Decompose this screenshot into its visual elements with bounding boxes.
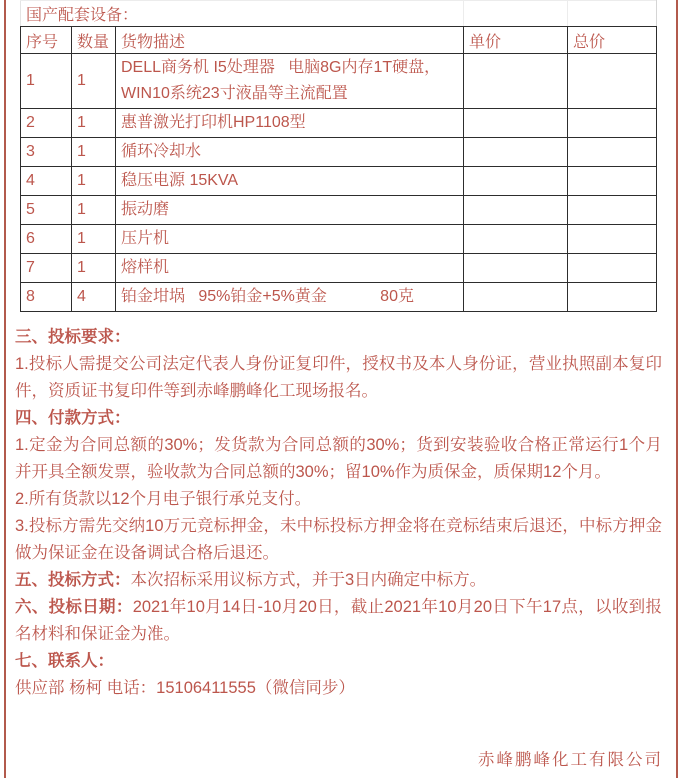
- table-row: [21, 196, 657, 225]
- column-header-total-price: 总价: [568, 27, 657, 54]
- cell-qty: 1: [72, 109, 116, 138]
- cell-unit-price: [464, 196, 568, 225]
- table-row: [21, 54, 657, 109]
- table-caption: 国产配套设备：: [21, 1, 464, 27]
- cell-description: DELL商务机 I5处理器 电脑8G内存1T硬盘，WIN10系统23寸液晶等主流配置: [116, 54, 464, 109]
- paragraph: [15, 351, 662, 405]
- caption-empty-unit-price: [464, 1, 568, 27]
- column-header-unit-price: 单价: [464, 27, 568, 54]
- paragraph: [15, 513, 662, 567]
- right-border-line: [676, 0, 678, 778]
- column-header-qty: 数量: [72, 27, 116, 54]
- cell-description: 惠普激光打印机HP1108型: [116, 109, 464, 138]
- paragraph: [15, 486, 662, 513]
- cell-total-price: [568, 138, 657, 167]
- table-row: [21, 254, 657, 283]
- cell-qty: 4: [72, 283, 116, 312]
- cell-total-price: [568, 167, 657, 196]
- cell-total-price: [568, 283, 657, 312]
- cell-unit-price: [464, 167, 568, 196]
- equipment-table: [20, 0, 657, 312]
- cell-qty: 1: [72, 225, 116, 254]
- section-heading: 七、联系人：: [15, 652, 114, 670]
- cell-no: 4: [21, 167, 72, 196]
- cell-total-price: [568, 54, 657, 109]
- section-heading: 三、投标要求：: [15, 328, 131, 346]
- section-heading: 六、投标日期：: [15, 598, 133, 616]
- cell-unit-price: [464, 254, 568, 283]
- section-body: 1.定金为合同总额的30%；发货款为合同总额的30%；货到安装验收合格正常运行1个月并开具全额发票，验收款为合同总额的30%；留10%作为质保金，质保期12个月。: [15, 436, 662, 481]
- section-body: 供应部 杨柯 电话：15106411555（微信同步）: [15, 679, 355, 697]
- document-sections: [15, 324, 662, 702]
- table-caption-row: [21, 1, 657, 27]
- table-row: [21, 109, 657, 138]
- section-body: 本次招标采用议标方式，并于3日内确定中标方。: [130, 571, 487, 589]
- cell-description: 熔样机: [116, 254, 464, 283]
- cell-unit-price: [464, 225, 568, 254]
- paragraph: [15, 405, 662, 432]
- cell-description: 铂金坩埚 95%铂金+5%黄金 80克: [116, 283, 464, 312]
- cell-total-price: [568, 109, 657, 138]
- paragraph: [15, 594, 662, 648]
- cell-no: 3: [21, 138, 72, 167]
- cell-qty: 1: [72, 167, 116, 196]
- cell-qty: 1: [72, 254, 116, 283]
- cell-no: 8: [21, 283, 72, 312]
- cell-no: 1: [21, 54, 72, 109]
- paragraph: [15, 432, 662, 486]
- column-header-description: 货物描述: [116, 27, 464, 54]
- paragraph: [15, 648, 662, 675]
- cell-total-price: [568, 196, 657, 225]
- table-row: [21, 167, 657, 196]
- cell-qty: 1: [72, 196, 116, 225]
- cell-unit-price: [464, 283, 568, 312]
- table-row: [21, 225, 657, 254]
- section-heading: 五、投标方式：: [15, 571, 131, 589]
- section-body: 2.所有货款以12个月电子银行承兑支付。: [15, 490, 312, 508]
- cell-description: 振动磨: [116, 196, 464, 225]
- cell-no: 7: [21, 254, 72, 283]
- section-body: 1.投标人需提交公司法定代表人身份证复印件，授权书及本人身份证，营业执照副本复印件，资质证书复印件等到赤峰鹏峰化工现场报名。: [15, 355, 662, 400]
- cell-total-price: [568, 254, 657, 283]
- cell-no: 5: [21, 196, 72, 225]
- cell-no: 6: [21, 225, 72, 254]
- section-heading: 四、付款方式：: [15, 409, 131, 427]
- section-body: 3.投标方需先交纳10万元竞标押金，未中标投标方押金将在竞标结束后退还，中标方押金做为保证金在设备调试合格后退还。: [15, 517, 662, 562]
- section-body: 2021年10月14日-10月20日，截止2021年10月20日下午17点，以收到报名材料和保证金为准。: [15, 598, 662, 643]
- caption-empty-total-price: [568, 1, 657, 27]
- cell-total-price: [568, 225, 657, 254]
- cell-no: 2: [21, 109, 72, 138]
- paragraph: [15, 324, 662, 351]
- column-header-no: 序号: [21, 27, 72, 54]
- cell-description: 稳压电源 15KVA: [116, 167, 464, 196]
- cell-unit-price: [464, 138, 568, 167]
- cell-qty: 1: [72, 54, 116, 109]
- cell-unit-price: [464, 54, 568, 109]
- cell-description: 循环冷却水: [116, 138, 464, 167]
- paragraph: [15, 675, 662, 702]
- table-row: [21, 138, 657, 167]
- cell-qty: 1: [72, 138, 116, 167]
- company-signature: 赤峰鹏峰化工有限公司: [478, 751, 663, 769]
- cell-unit-price: [464, 109, 568, 138]
- table-row: [21, 283, 657, 312]
- cell-description: 压片机: [116, 225, 464, 254]
- paragraph: [15, 567, 662, 594]
- table-header-row: [21, 27, 657, 54]
- left-border-line: [4, 0, 6, 778]
